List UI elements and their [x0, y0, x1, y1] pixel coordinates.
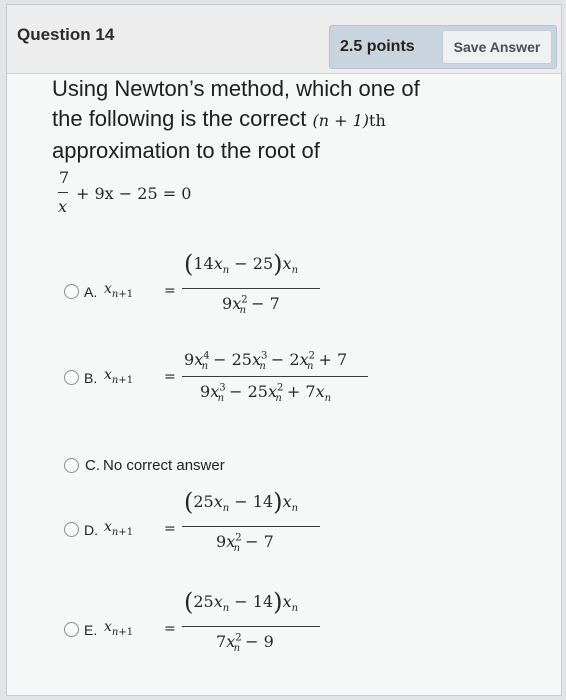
option-b-radio[interactable] [64, 370, 79, 385]
points-box [329, 25, 557, 69]
option-a-lhs [104, 281, 133, 300]
prompt-line-2 [52, 104, 542, 136]
prompt-line-2-text: the following is the correct [52, 106, 313, 131]
option-d[interactable] [64, 484, 464, 574]
option-c-letter: C. [85, 457, 100, 474]
option-e-equals: = [164, 621, 176, 637]
prompt-th: th [369, 111, 386, 130]
option-d-lhs-sub: n+1 [111, 526, 134, 538]
option-d-lhs-x: x [104, 519, 112, 535]
equation-frac-numerator: 7 [59, 168, 70, 187]
option-e-letter: E. [84, 622, 98, 638]
option-d-fraction-bar [182, 526, 320, 527]
option-d-letter: D. [84, 522, 98, 538]
option-c-text: No correct answer [103, 457, 225, 474]
prompt-line-1: Using Newton’s method, which one of [52, 76, 420, 101]
question-title: Question 14 [17, 25, 115, 44]
option-a-lhs-sub: n+1 [111, 288, 134, 300]
equation-rest: + 9x − 25 = 0 [76, 184, 192, 203]
option-e-lhs-x: x [104, 619, 112, 635]
option-e-lhs-sub: n+1 [111, 626, 134, 638]
option-b-lhs-sub: n+1 [111, 374, 134, 386]
option-d-denominator: $9x^2_n - 7$ [216, 532, 274, 555]
option-e-radio[interactable] [64, 622, 79, 637]
option-e-denominator: $7x^2_n - 9$ [216, 632, 274, 655]
option-e[interactable] [64, 584, 464, 674]
save-answer-button[interactable]: Save Answer [442, 30, 552, 64]
target-equation [56, 168, 216, 228]
option-d-numerator: $(25x_n - 14)x_n$ [184, 488, 299, 516]
option-d-equals: = [164, 521, 176, 537]
option-b-numerator: $9x^4_n - 25x^3_n - 2x^2_n + 7$ [184, 350, 348, 373]
option-c-radio[interactable] [64, 458, 79, 473]
equation-frac-denominator: x [58, 197, 68, 216]
option-a-equals: = [164, 283, 176, 299]
option-b[interactable] [64, 350, 504, 440]
option-c[interactable] [64, 457, 225, 474]
option-b-fraction-bar [182, 376, 368, 377]
option-b-lhs-x: x [104, 367, 112, 383]
option-b-lhs [104, 367, 133, 386]
question-prompt [52, 74, 542, 166]
option-b-denominator: $9x^3_n - 25x^2_n + 7x_n$ [200, 382, 332, 405]
option-a-radio[interactable] [64, 284, 79, 299]
points-value: 2.5 points [340, 38, 415, 55]
prompt-n-plus-1: (n + 1) [312, 111, 370, 130]
option-d-lhs [104, 519, 133, 538]
option-e-fraction-bar [182, 626, 320, 627]
option-a-lhs-x: x [104, 281, 112, 297]
option-b-letter: B. [84, 370, 98, 386]
option-a[interactable] [64, 248, 464, 338]
option-a-letter: A. [84, 284, 98, 300]
option-a-numerator: $(14x_n - 25)x_n$ [184, 250, 299, 278]
option-e-lhs [104, 619, 133, 638]
option-e-numerator: $(25x_n - 14)x_n$ [184, 588, 299, 616]
prompt-line-3: approximation to the root of [52, 138, 320, 163]
option-a-denominator: $9x^2_n - 7$ [222, 294, 280, 317]
option-b-equals: = [164, 369, 176, 385]
option-d-radio[interactable] [64, 522, 79, 537]
equation-frac-bar [58, 192, 68, 193]
question-header [7, 5, 561, 74]
option-a-fraction-bar [182, 288, 320, 289]
